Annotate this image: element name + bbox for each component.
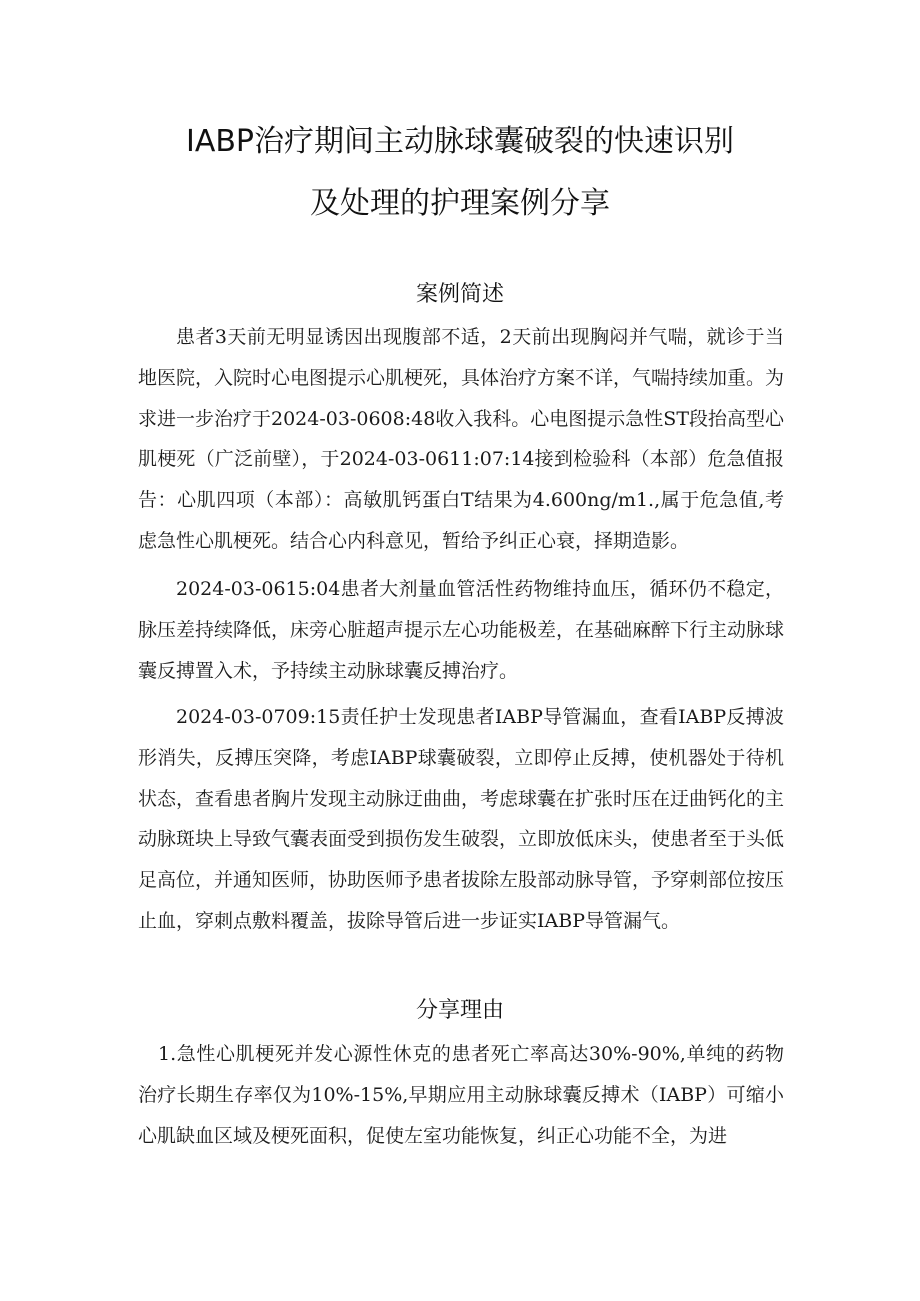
case-paragraph-2: 2024-03-0615:04患者大剂量血管活性药物维持血压，循环仍不稳定，脉压差持续降低，床旁心脏超声提示左心功能极差，在基础麻醉下行主动脉球囊反搏置入术，予持续主动脉球囊反搏治疗。 xyxy=(138,578,785,682)
share-reason-item-1: 1.急性心肌梗死并发心源性休克的患者死亡率高达30%-90%,单纯的药物治疗长期生存率仅为10%-15%,早期应用主动脉球囊反搏术（IABP）可缩小心肌缺血区域及梗死面积，促使左室功能恢复，纠正心功能不全，为进 xyxy=(138,1043,784,1147)
section-heading-case-summary: 案例简述 xyxy=(415,282,504,307)
document-title-line-1: IABP治疗期间主动脉球囊破裂的快速识别 xyxy=(185,124,735,159)
case-paragraph-1: 患者3天前无明显诱因出现腹部不适，2天前出现胸闷并气喘，就诊于当地医院，入院时心电图提示心肌梗死，具体治疗方案不详，气喘持续加重。为求进一步治疗于2024-03-0608:48收入我科。心电图提示急性ST段抬高型心肌梗死（广泛前壁），于2024-03-0611:07:14接到检验科（本部）危急值报告：心肌四项（本部）：高敏肌钙蛋白T结果为4.600ng/m1.,属于危急值,考虑急性心肌梗死。结合心内科意见，暂给予纠正心衰，择期造影。 xyxy=(138,326,785,552)
document-title-line-2: 及处理的护理案例分享 xyxy=(310,186,610,221)
case-paragraph-3: 2024-03-0709:15责任护士发现患者IABP导管漏血，查看IABP反搏波形消失，反搏压突降，考虑IABP球囊破裂，立即停止反搏，使机器处于待机状态，查看患者胸片发现主动脉迂曲曲，考虑球囊在扩张时压在迂曲钙化的主动脉斑块上导致气囊表面受到损伤发生破裂，立即放低床头，使患者至于头低足高位，并通知医师，协助医师予患者拔除左股部动脉导管，予穿刺部位按压止血，穿刺点敷料覆盖，拔除导管后进一步证实IABP导管漏气。 xyxy=(138,706,785,932)
section-heading-share-reason: 分享理由 xyxy=(415,998,504,1023)
